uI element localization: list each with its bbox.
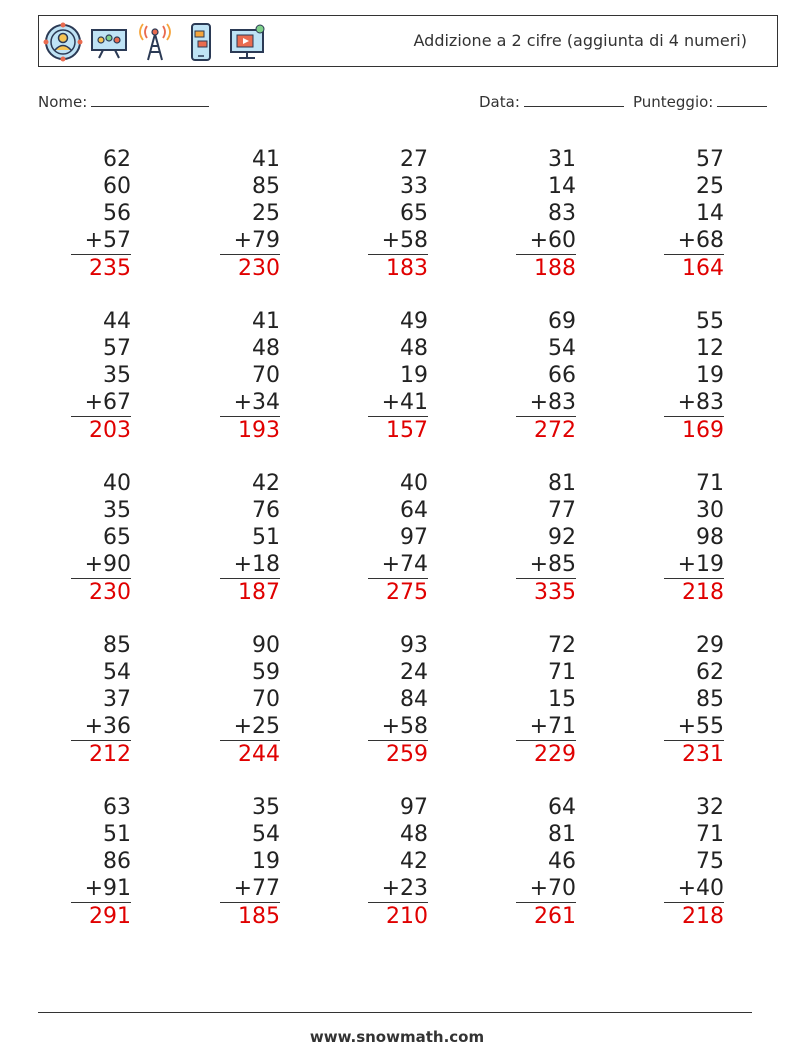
addend-3: 75 [696,849,724,874]
addend-3: 85 [696,687,724,712]
footer-divider [38,1012,752,1013]
addend-3: 66 [548,363,576,388]
answer: 212 [89,742,131,767]
addition-problem [220,794,280,930]
date-blank[interactable] [524,94,624,107]
addend-1: 41 [252,147,280,172]
addend-4: +91 [71,875,131,903]
header-icons [43,21,267,63]
answer: 275 [386,580,428,605]
addend-1: 49 [400,309,428,334]
addition-problem [368,146,428,282]
addend-3: 65 [400,201,428,226]
answer: 272 [534,418,576,443]
addend-1: 40 [103,471,131,496]
addend-4: +85 [516,551,576,579]
addition-problem [71,308,131,444]
addend-3: 92 [548,525,576,550]
addend-2: 24 [400,660,428,685]
addend-4: +60 [516,227,576,255]
score-blank[interactable] [717,94,767,107]
addend-2: 30 [696,498,724,523]
addition-problem [664,794,724,930]
score-label: Punteggio: [633,93,714,111]
addend-2: 71 [696,822,724,847]
answer: 185 [238,904,280,929]
presentation-board-icon [89,22,129,62]
addition-problem [368,632,428,768]
addend-3: 37 [103,687,131,712]
addend-3: 19 [696,363,724,388]
addend-3: 98 [696,525,724,550]
answer: 230 [238,256,280,281]
addend-1: 90 [252,633,280,658]
addend-3: 86 [103,849,131,874]
answer: 259 [386,742,428,767]
addend-1: 55 [696,309,724,334]
answer: 335 [534,580,576,605]
addend-2: 85 [252,174,280,199]
addend-3: 70 [252,687,280,712]
addend-3: 84 [400,687,428,712]
page-title: Addizione a 2 cifre (aggiunta di 4 numeri) [413,31,747,50]
addend-3: 83 [548,201,576,226]
addend-1: 44 [103,309,131,334]
addend-1: 57 [696,147,724,172]
addend-4: +25 [220,713,280,741]
addition-problem [368,308,428,444]
addend-3: 14 [696,201,724,226]
answer: 291 [89,904,131,929]
video-monitor-icon [227,22,267,62]
addend-4: +34 [220,389,280,417]
addend-3: 35 [103,363,131,388]
addend-1: 27 [400,147,428,172]
addend-4: +79 [220,227,280,255]
addend-2: 48 [400,336,428,361]
addend-1: 64 [548,795,576,820]
addition-problem [220,632,280,768]
addend-2: 57 [103,336,131,361]
addition-problem [664,470,724,606]
addition-problem [220,146,280,282]
addend-1: 31 [548,147,576,172]
addition-problem [516,308,576,444]
addend-2: 14 [548,174,576,199]
addend-4: +19 [664,551,724,579]
answer: 164 [682,256,724,281]
addition-problem [71,470,131,606]
mobile-phone-icon [181,22,221,62]
addend-4: +58 [368,713,428,741]
answer: 244 [238,742,280,767]
addend-1: 97 [400,795,428,820]
addend-4: +58 [368,227,428,255]
addend-2: 54 [548,336,576,361]
addend-4: +77 [220,875,280,903]
answer: 229 [534,742,576,767]
addend-2: 33 [400,174,428,199]
addend-1: 40 [400,471,428,496]
addend-3: 46 [548,849,576,874]
answer: 230 [89,580,131,605]
name-label: Nome: [38,93,88,111]
addition-problem [71,632,131,768]
name-blank[interactable] [91,94,209,107]
user-target-icon [43,22,83,62]
addend-2: 76 [252,498,280,523]
addend-4: +90 [71,551,131,579]
addend-2: 64 [400,498,428,523]
addend-3: 51 [252,525,280,550]
addend-1: 71 [696,471,724,496]
addend-1: 62 [103,147,131,172]
answer: 183 [386,256,428,281]
addend-1: 85 [103,633,131,658]
addition-problem [664,146,724,282]
addition-problem [516,632,576,768]
addend-4: +23 [368,875,428,903]
addend-3: 70 [252,363,280,388]
addend-4: +57 [71,227,131,255]
addition-problem [516,794,576,930]
addend-2: 81 [548,822,576,847]
addition-problem [664,632,724,768]
addend-1: 93 [400,633,428,658]
addend-2: 48 [400,822,428,847]
addend-1: 63 [103,795,131,820]
addend-1: 69 [548,309,576,334]
addition-problem [368,794,428,930]
addend-4: +83 [664,389,724,417]
addend-2: 35 [103,498,131,523]
header-box [38,15,778,67]
addend-3: 56 [103,201,131,226]
answer: 210 [386,904,428,929]
addend-3: 25 [252,201,280,226]
addition-problem [516,470,576,606]
answer: 203 [89,418,131,443]
answer: 169 [682,418,724,443]
addition-problem [664,308,724,444]
answer: 235 [89,256,131,281]
radio-tower-icon [135,22,175,62]
addend-1: 72 [548,633,576,658]
addend-4: +18 [220,551,280,579]
addend-4: +70 [516,875,576,903]
addend-4: +36 [71,713,131,741]
name-field[interactable] [38,93,209,111]
footer-site: www.snowmath.com [309,1028,485,1046]
addend-4: +71 [516,713,576,741]
answer: 218 [682,580,724,605]
addend-2: 51 [103,822,131,847]
addend-2: 60 [103,174,131,199]
addend-1: 42 [252,471,280,496]
answer: 187 [238,580,280,605]
addend-1: 32 [696,795,724,820]
addition-problem [71,146,131,282]
addend-3: 42 [400,849,428,874]
addend-4: +67 [71,389,131,417]
score-field[interactable] [633,93,767,111]
addend-4: +68 [664,227,724,255]
addend-1: 29 [696,633,724,658]
addend-2: 59 [252,660,280,685]
addend-3: 19 [252,849,280,874]
addition-problem [220,308,280,444]
addend-2: 62 [696,660,724,685]
addend-1: 41 [252,309,280,334]
date-field[interactable] [479,93,624,111]
addend-2: 48 [252,336,280,361]
addend-4: +40 [664,875,724,903]
date-label: Data: [479,93,520,111]
addition-problem [71,794,131,930]
addition-problem [220,470,280,606]
addend-2: 25 [696,174,724,199]
addend-4: +41 [368,389,428,417]
addend-2: 54 [252,822,280,847]
addition-problem [368,470,428,606]
addition-problem [516,146,576,282]
answer: 193 [238,418,280,443]
addend-4: +83 [516,389,576,417]
addend-2: 71 [548,660,576,685]
addend-3: 15 [548,687,576,712]
answer: 261 [534,904,576,929]
addend-3: 19 [400,363,428,388]
addend-4: +74 [368,551,428,579]
addend-3: 65 [103,525,131,550]
addend-3: 97 [400,525,428,550]
addend-2: 54 [103,660,131,685]
addend-4: +55 [664,713,724,741]
addend-1: 81 [548,471,576,496]
answer: 218 [682,904,724,929]
answer: 231 [682,742,724,767]
addend-1: 35 [252,795,280,820]
addend-2: 12 [696,336,724,361]
addend-2: 77 [548,498,576,523]
answer: 157 [386,418,428,443]
answer: 188 [534,256,576,281]
